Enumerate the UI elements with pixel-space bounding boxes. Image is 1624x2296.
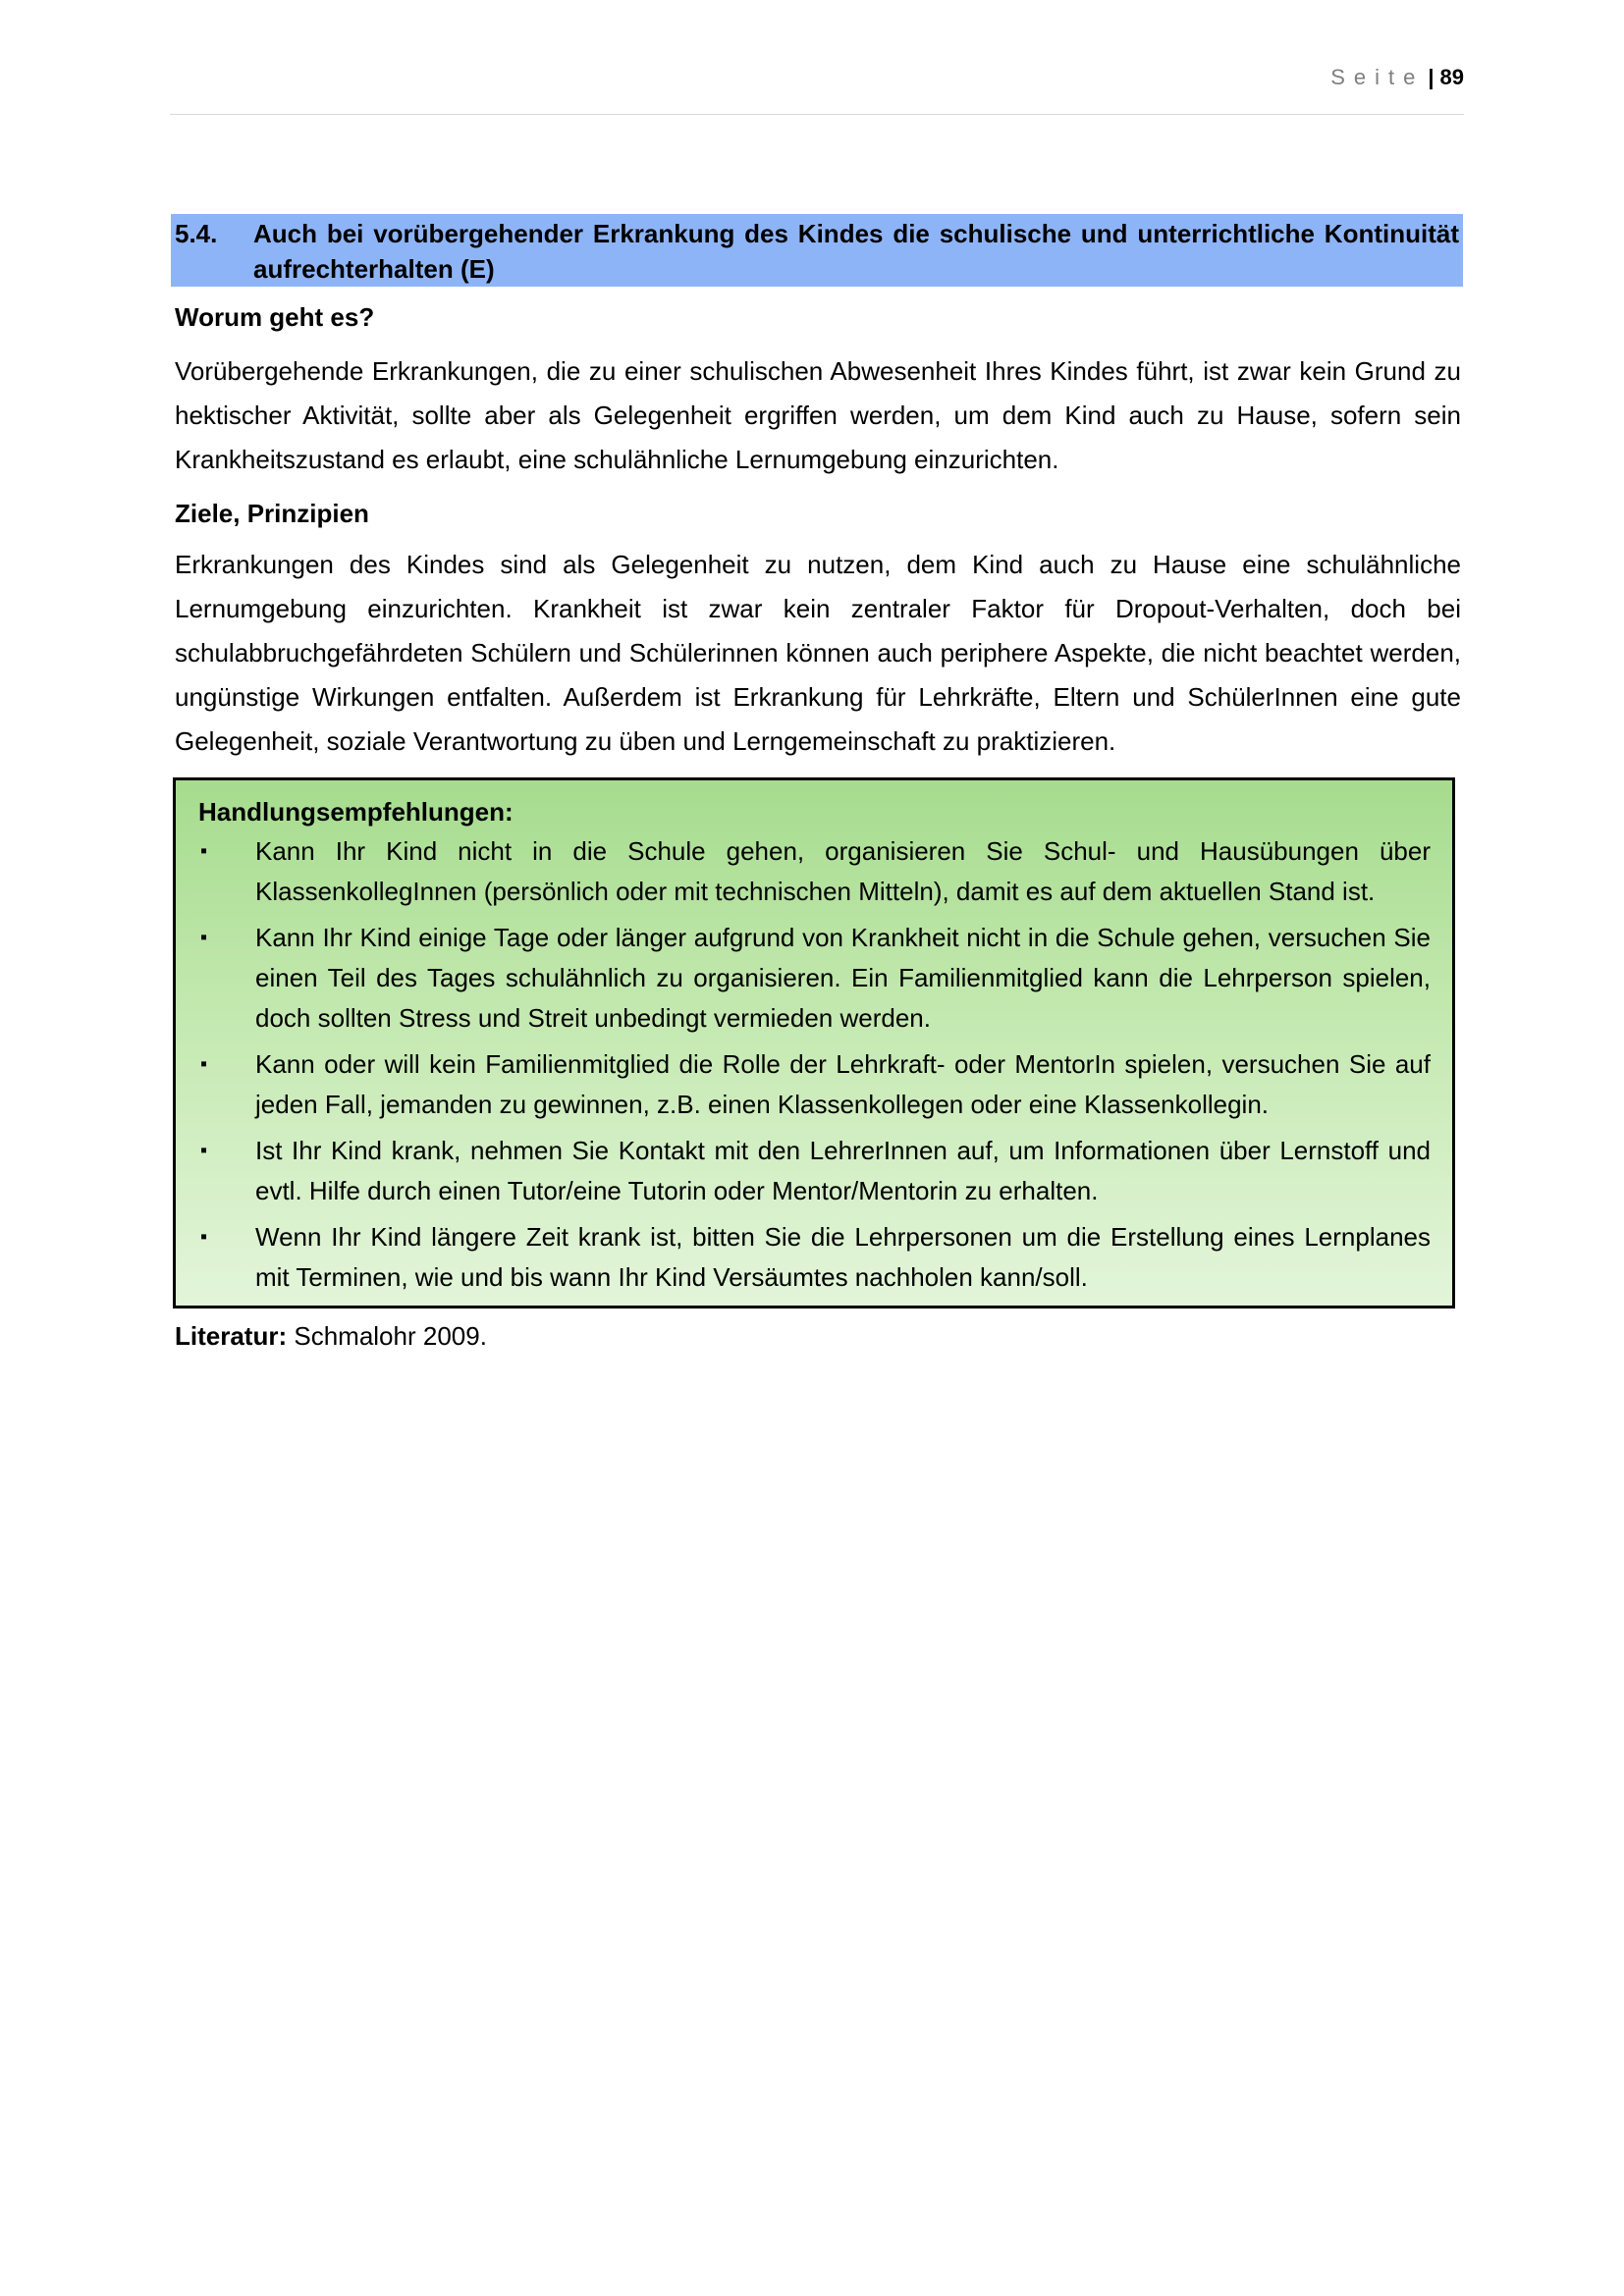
- section-number: 5.4.: [175, 219, 218, 248]
- ziele-heading: Ziele, Prinzipien: [175, 499, 369, 528]
- list-item: [176, 1131, 1452, 1211]
- bullet-icon: ▪: [200, 1053, 208, 1075]
- section-heading: [171, 214, 1463, 287]
- recommendations-list: [176, 831, 1452, 1304]
- bullet-icon: ▪: [200, 1226, 208, 1248]
- page-header: [170, 65, 1464, 115]
- page-label: Seite: [1330, 65, 1425, 89]
- list-item: [176, 831, 1452, 912]
- literature-reference: [175, 1319, 487, 1353]
- literature-label: Literatur:: [175, 1321, 288, 1351]
- list-item-text: Kann oder will kein Familienmitglied die Rolle der Lehrkraft- oder MentorIn spielen, versuchen Sie auf jeden Fall, jemanden zu gewinnen, z.B. einen Klassenkollegen oder eine Klassenkollegin.: [255, 1049, 1431, 1119]
- list-item: [176, 1217, 1452, 1298]
- worum-heading: Worum geht es?: [175, 302, 375, 332]
- worum-paragraph: Vorübergehende Erkrankungen, die zu einer schulischen Abwesenheit Ihres Kindes führt, ist zwar kein Grund zu hektischer Aktivität, sollte aber als Gelegenheit ergriffen werden, um dem Kind auch zu Hause, sofern sein Krankheitszustand es erlaubt, eine schulähnliche Lernumgebung einzurichten.: [175, 356, 1461, 474]
- ziele-paragraph: Erkrankungen des Kindes sind als Gelegenheit zu nutzen, dem Kind auch zu Hause eine schulähnliche Lernumgebung einzurichten. Krankheit ist zwar kein zentraler Faktor für Dropout-Verhalten, doch bei schulabbruchgefährdeten Schülern und Schülerinnen können auch periphere Aspekte, die nicht beachtet werden, ungünstige Wirkungen entfalten. Außerdem ist Erkrankung für Lehrkräfte, Eltern und SchülerInnen eine gute Gelegenheit, soziale Verantwortung zu üben und Lerngemeinschaft zu praktizieren.: [175, 550, 1461, 756]
- page-separator: |: [1428, 65, 1435, 89]
- recommendations-box: [173, 777, 1455, 1308]
- literature-text: Schmalohr 2009.: [294, 1321, 487, 1351]
- list-item: [176, 1044, 1452, 1125]
- page-number: 89: [1439, 65, 1464, 89]
- list-item-text: Ist Ihr Kind krank, nehmen Sie Kontakt mit den LehrerInnen auf, um Informationen über Lernstoff und evtl. Hilfe durch einen Tutor/eine Tutorin oder Mentor/Mentorin zu erhalten.: [255, 1136, 1431, 1205]
- bullet-icon: ▪: [200, 840, 208, 862]
- list-item: [176, 918, 1452, 1039]
- recommendations-title: Handlungsempfehlungen:: [198, 797, 514, 827]
- bullet-icon: ▪: [200, 1140, 208, 1161]
- bullet-icon: ▪: [200, 927, 208, 948]
- section-title: Auch bei vorübergehender Erkrankung des Kindes die schulische und unterrichtliche Kontinuität aufrechterhalten (E): [253, 219, 1459, 284]
- list-item-text: Kann Ihr Kind einige Tage oder länger aufgrund von Krankheit nicht in die Schule gehen, versuchen Sie einen Teil des Tages schulähnlich zu organisieren. Ein Familienmitglied kann die Lehrperson spielen, doch sollten Stress und Streit unbedingt vermieden werden.: [255, 923, 1431, 1033]
- list-item-text: Wenn Ihr Kind längere Zeit krank ist, bitten Sie die Lehrpersonen um die Erstellung eines Lernplanes mit Terminen, wie und bis wann Ihr Kind Versäumtes nachholen kann/soll.: [255, 1222, 1431, 1292]
- list-item-text: Kann Ihr Kind nicht in die Schule gehen, organisieren Sie Schul- und Hausübungen über KlassenkollegInnen (persönlich oder mit technischen Mitteln), damit es auf dem aktuellen Stand ist.: [255, 836, 1431, 906]
